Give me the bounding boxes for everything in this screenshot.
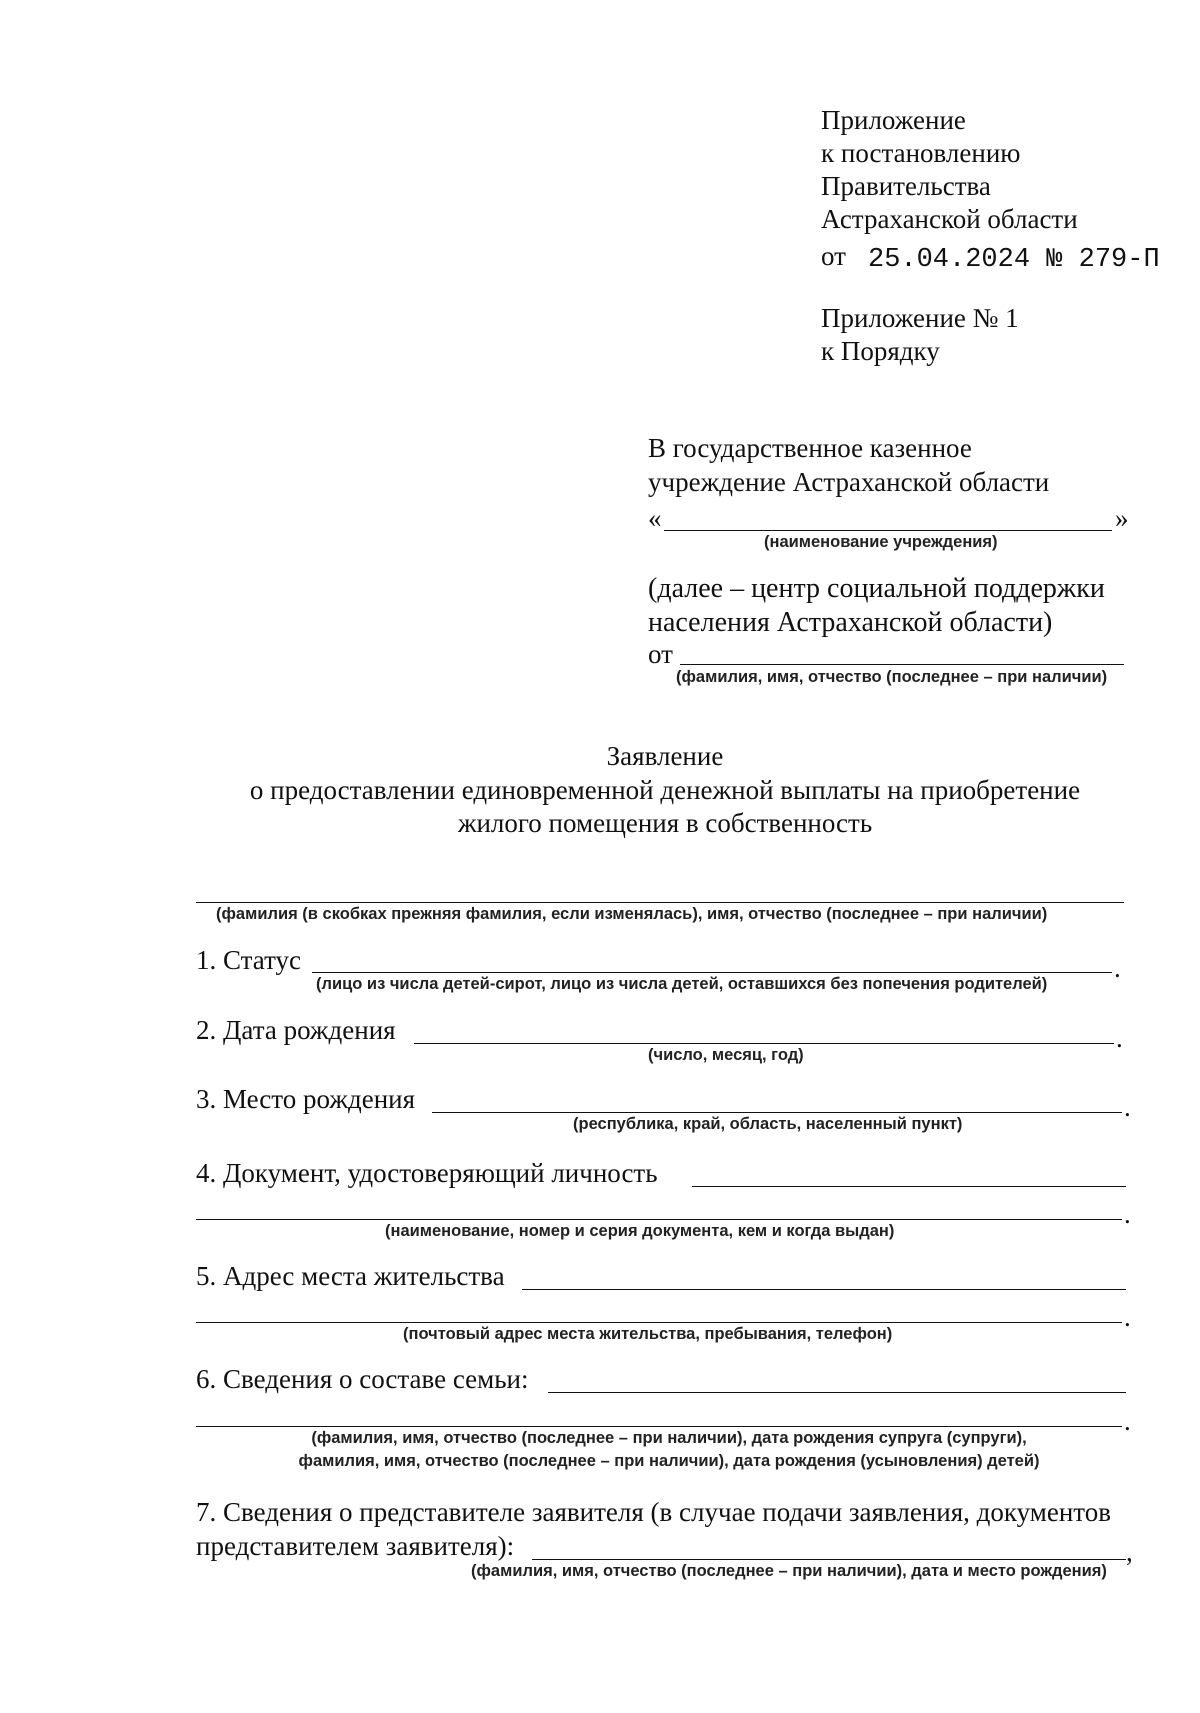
birthplace-label: 3. Место рождения bbox=[196, 1084, 416, 1114]
family-caption-2: фамилия, имя, отчество (последнее – при наличии), дата рождения (усыновления) детей) bbox=[298, 1452, 1040, 1470]
address-caption: (почтовый адрес места жительства, пребывания, телефон) bbox=[403, 1325, 893, 1343]
family-line-2[interactable] bbox=[196, 1426, 1122, 1427]
birthplace-caption: (республика, край, область, населенный пункт) bbox=[573, 1115, 963, 1133]
addressee-line-2: учреждение Астраханской области bbox=[648, 467, 1050, 497]
rep-label-2: представителем заявителя): bbox=[196, 1531, 515, 1561]
birthdate-label: 2. Дата рождения bbox=[196, 1015, 396, 1045]
id-doc-label: 4. Документ, удостоверяющий личность bbox=[196, 1158, 658, 1188]
rep-line[interactable] bbox=[532, 1559, 1126, 1560]
further-line-2: населения Астраханской области) bbox=[648, 607, 1053, 638]
rep-caption: (фамилия, имя, отчество (последнее – при наличии), дата и место рождения) bbox=[471, 1562, 1107, 1580]
birthdate-period: . bbox=[1116, 1023, 1123, 1053]
header-line-1: Приложение bbox=[821, 105, 966, 135]
rep-comma: , bbox=[1126, 1537, 1133, 1567]
birthplace-period: . bbox=[1124, 1092, 1131, 1122]
addressee-line-1: В государственное казенное bbox=[648, 433, 972, 463]
family-period: . bbox=[1124, 1406, 1131, 1436]
rep-label-1: 7. Сведения о представителе заявителя (в случае подачи заявления, документов bbox=[196, 1497, 1111, 1527]
header-line-4: Астраханской области bbox=[821, 204, 1078, 234]
id-doc-caption: (наименование, номер и серия документа, кем и когда выдан) bbox=[385, 1222, 895, 1240]
birthdate-caption: (число, месяц, год) bbox=[648, 1046, 804, 1064]
appendix-line-1: Приложение № 1 bbox=[821, 303, 1019, 333]
doc-subtitle-line-2: жилого помещения в собственность bbox=[457, 808, 873, 838]
from-label: от bbox=[648, 639, 673, 669]
header-date-prefix: от bbox=[821, 241, 846, 271]
birthplace-line[interactable] bbox=[432, 1112, 1122, 1113]
address-period: . bbox=[1124, 1302, 1131, 1332]
birthdate-line[interactable] bbox=[414, 1043, 1114, 1044]
family-line-1[interactable] bbox=[548, 1392, 1126, 1393]
applicant-name-line[interactable] bbox=[196, 902, 1124, 903]
id-doc-line-2[interactable] bbox=[196, 1219, 1122, 1220]
status-label: 1. Статус bbox=[196, 945, 301, 975]
quote-close: » bbox=[1115, 503, 1129, 533]
institution-name-line[interactable] bbox=[664, 530, 1112, 531]
doc-subtitle-line-1: о предоставлении единовременной денежной выплаты на приобретение bbox=[249, 775, 1081, 805]
header-date-stamp: 25.04.2024 № 279-П bbox=[868, 245, 1160, 275]
status-line[interactable] bbox=[312, 972, 1112, 973]
family-caption-1: (фамилия, имя, отчество (последнее – при наличии), дата рождения супруга (супруги), bbox=[311, 1429, 1027, 1447]
appendix-line-2: к Порядку bbox=[821, 336, 940, 366]
doc-title: Заявление bbox=[606, 741, 724, 771]
applicant-caption: (фамилия (в скобках прежняя фамилия, если изменялась), имя, отчество (последнее – при наличии) bbox=[216, 905, 1048, 923]
status-caption: (лицо из числа детей-сирот, лицо из числа детей, оставшихся без попечения родителей) bbox=[316, 975, 1048, 993]
further-line-1: (далее – центр социальной поддержки bbox=[648, 573, 1105, 604]
family-label: 6. Сведения о составе семьи: bbox=[196, 1364, 529, 1394]
id-doc-line-1[interactable] bbox=[692, 1186, 1126, 1187]
quote-open: « bbox=[648, 503, 662, 533]
address-label: 5. Адрес места жительства bbox=[196, 1261, 505, 1291]
from-name-line[interactable] bbox=[680, 664, 1124, 665]
header-line-3: Правительства bbox=[821, 171, 991, 201]
from-caption: (фамилия, имя, отчество (последнее – при наличии) bbox=[676, 668, 1108, 686]
address-line-2[interactable] bbox=[196, 1322, 1122, 1323]
institution-caption: (наименование учреждения) bbox=[764, 533, 998, 551]
status-period: . bbox=[1114, 953, 1121, 983]
header-line-2: к постановлению bbox=[821, 138, 1021, 168]
id-doc-period: . bbox=[1124, 1199, 1131, 1229]
address-line-1[interactable] bbox=[522, 1289, 1126, 1290]
